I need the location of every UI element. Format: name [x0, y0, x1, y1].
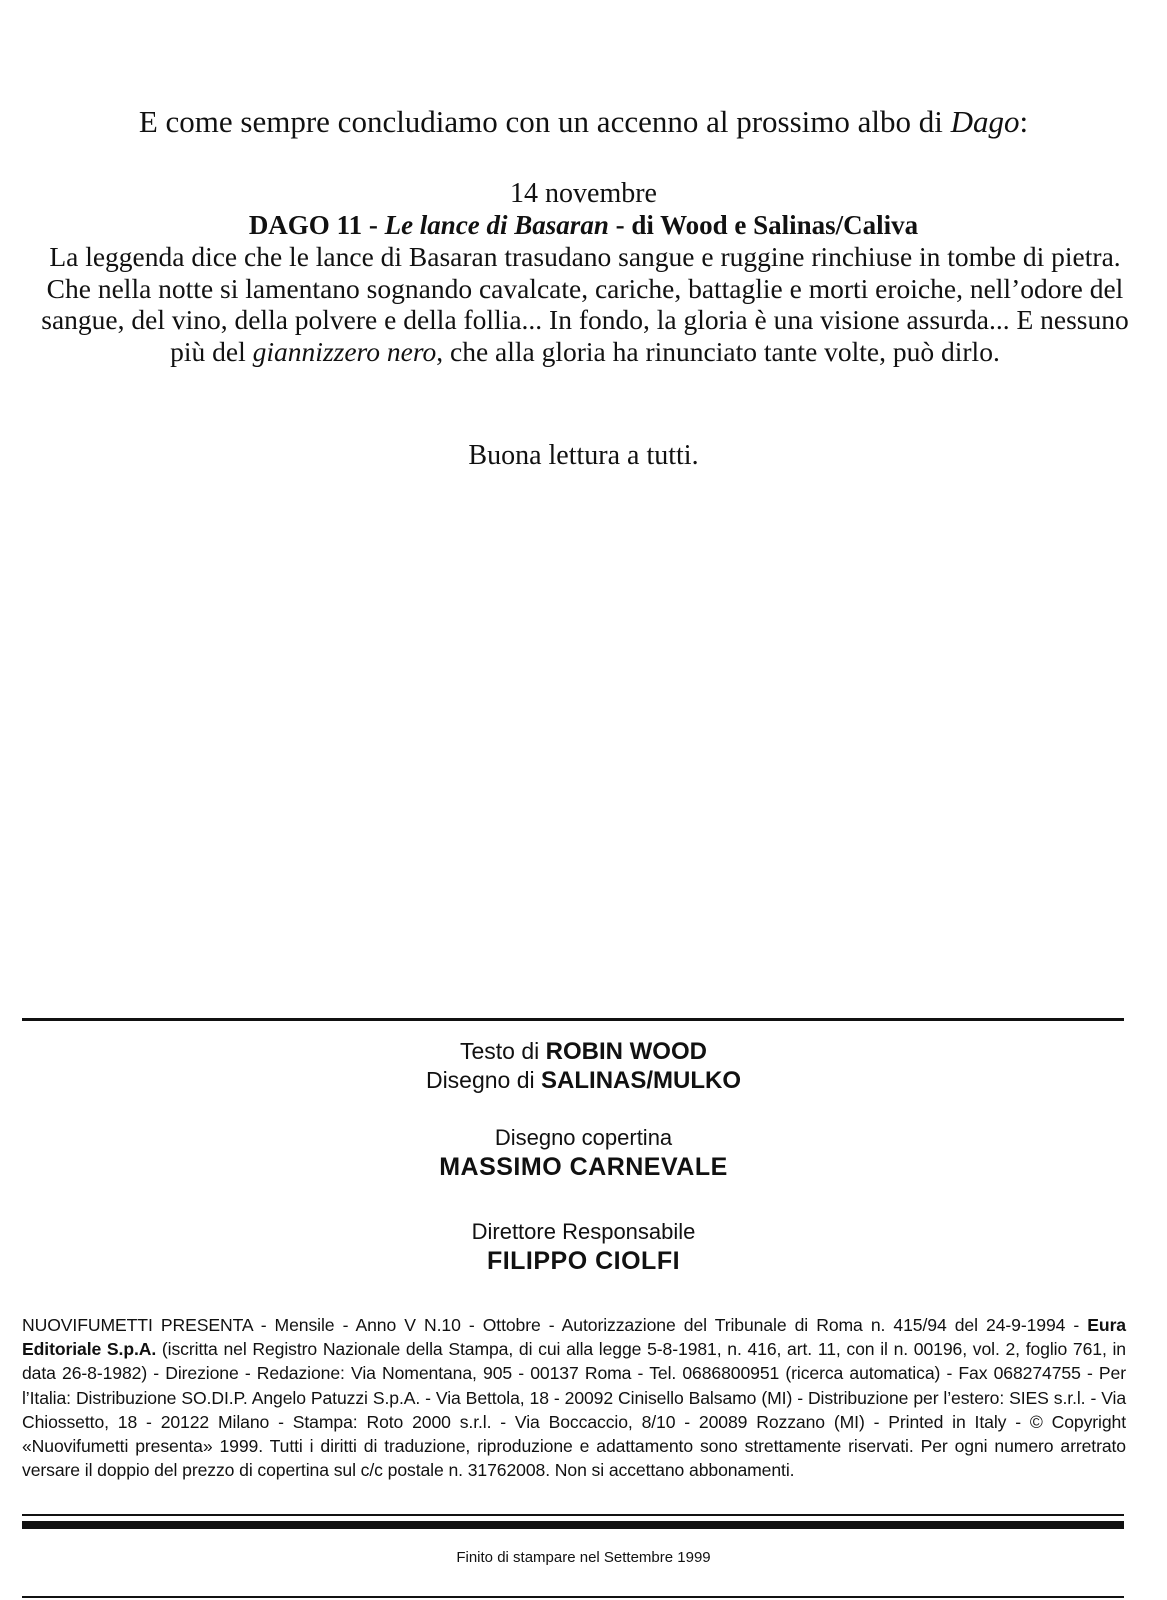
legal-notice: [22, 1313, 1126, 1482]
intro-line: [0, 104, 1167, 140]
legal-part1: NUOVIFUMETTI PRESENTA - Mensile - Anno V N.10 - Ottobre - Autorizzazione del Tribunale di Roma n. 415/94 del 24-9-1994 -: [22, 1315, 1088, 1335]
next-issue-authors: - di Wood e Salinas/Caliva: [608, 210, 919, 240]
credit-copertina-label: Disegno copertina: [494, 1125, 673, 1150]
credit-disegno: [0, 1066, 1167, 1095]
next-issue-date: 14 novembre: [510, 178, 657, 209]
next-issue-title: [0, 209, 1167, 241]
divider-thick: [22, 1521, 1124, 1529]
synopsis-italic: giannizzero nero: [252, 335, 437, 367]
divider-top: [22, 1018, 1124, 1021]
next-issue-name: Le lance di Basaran: [384, 210, 609, 240]
next-issue-label: DAGO 11: [248, 210, 363, 240]
intro-title: Dago: [950, 104, 1020, 139]
closing-line: Buona lettura a tutti.: [468, 440, 699, 471]
legal-publisher: Eura Editoriale S.p.A.: [22, 1315, 1126, 1360]
intro-text: E come sempre concludiamo con un accenno al prossimo albo di: [138, 104, 951, 139]
divider-bottom: [22, 1596, 1124, 1598]
credit-direttore-label: Direttore Responsabile: [471, 1219, 696, 1244]
next-issue-synopsis: [40, 241, 1130, 367]
credit-testo-label: Testo di: [460, 1038, 546, 1064]
credit-testo: [0, 1037, 1167, 1066]
credit-copertina-name: MASSIMO CARNEVALE: [439, 1153, 728, 1181]
credit-testo-name: ROBIN WOOD: [545, 1038, 707, 1065]
intro-end: :: [1019, 104, 1029, 139]
credit-direttore-name: FILIPPO CIOLFI: [486, 1247, 681, 1275]
divider-thin: [22, 1514, 1124, 1516]
credit-disegno-name: SALINAS/MULKO: [541, 1067, 742, 1094]
synopsis-part1: La leggenda dice che le lance di Basaran trasudano sangue e ruggine rinchiuse in tombe di pietra. Che nella notte si lamentano sognando cavalcate, cariche, battaglie e morti eroiche, nell’odore del sangue, del vino, della polvere e della follia... In fondo, la gloria è una visione assurda... E nessuno più del: [41, 241, 1129, 367]
print-date: Finito di stampare nel Settembre 1999: [456, 1549, 711, 1566]
credit-disegno-label: Disegno di: [425, 1067, 542, 1093]
synopsis-part2: , che alla gloria ha rinunciato tante volte, può dirlo.: [436, 335, 1000, 367]
legal-part2: (iscritta nel Registro Nazionale della Stampa, di cui alla legge 5-8-1981, n. 416, art. 11, con il n. 00196, vol. 2, foglio 761, in data 26-8-1982) - Direzione - Redazione: Via Nomentana, 905 - 00137 Roma - Tel. 0686800951 (ricerca automatica) - Fax 068274755 - Per l’Italia: Distribuzione SO.DI.P. Angelo Patuzzi S.p.A. - Via Bettola, 18 - 20092 Cinisello Balsamo (MI) - Distribuzione per l’estero: SIES s.r.l. - Via Chiossetto, 18 - 20122 Milano - Stampa: Roto 2000 s.r.l. - Via Boccaccio, 8/10 - 20089 Rozzano (MI) - Printed in Italy - © Copyright «Nuovifumetti presenta» 1999. Tutti i diritti di traduzione, riproduzione e adattamento sono strettamente riservati. Per ogni numero arretrato versare il doppio del prezzo di copertina sul c/c postale n. 31762008. Non si accettano abbonamenti.: [22, 1339, 1126, 1481]
next-issue-sep1: -: [362, 210, 385, 240]
